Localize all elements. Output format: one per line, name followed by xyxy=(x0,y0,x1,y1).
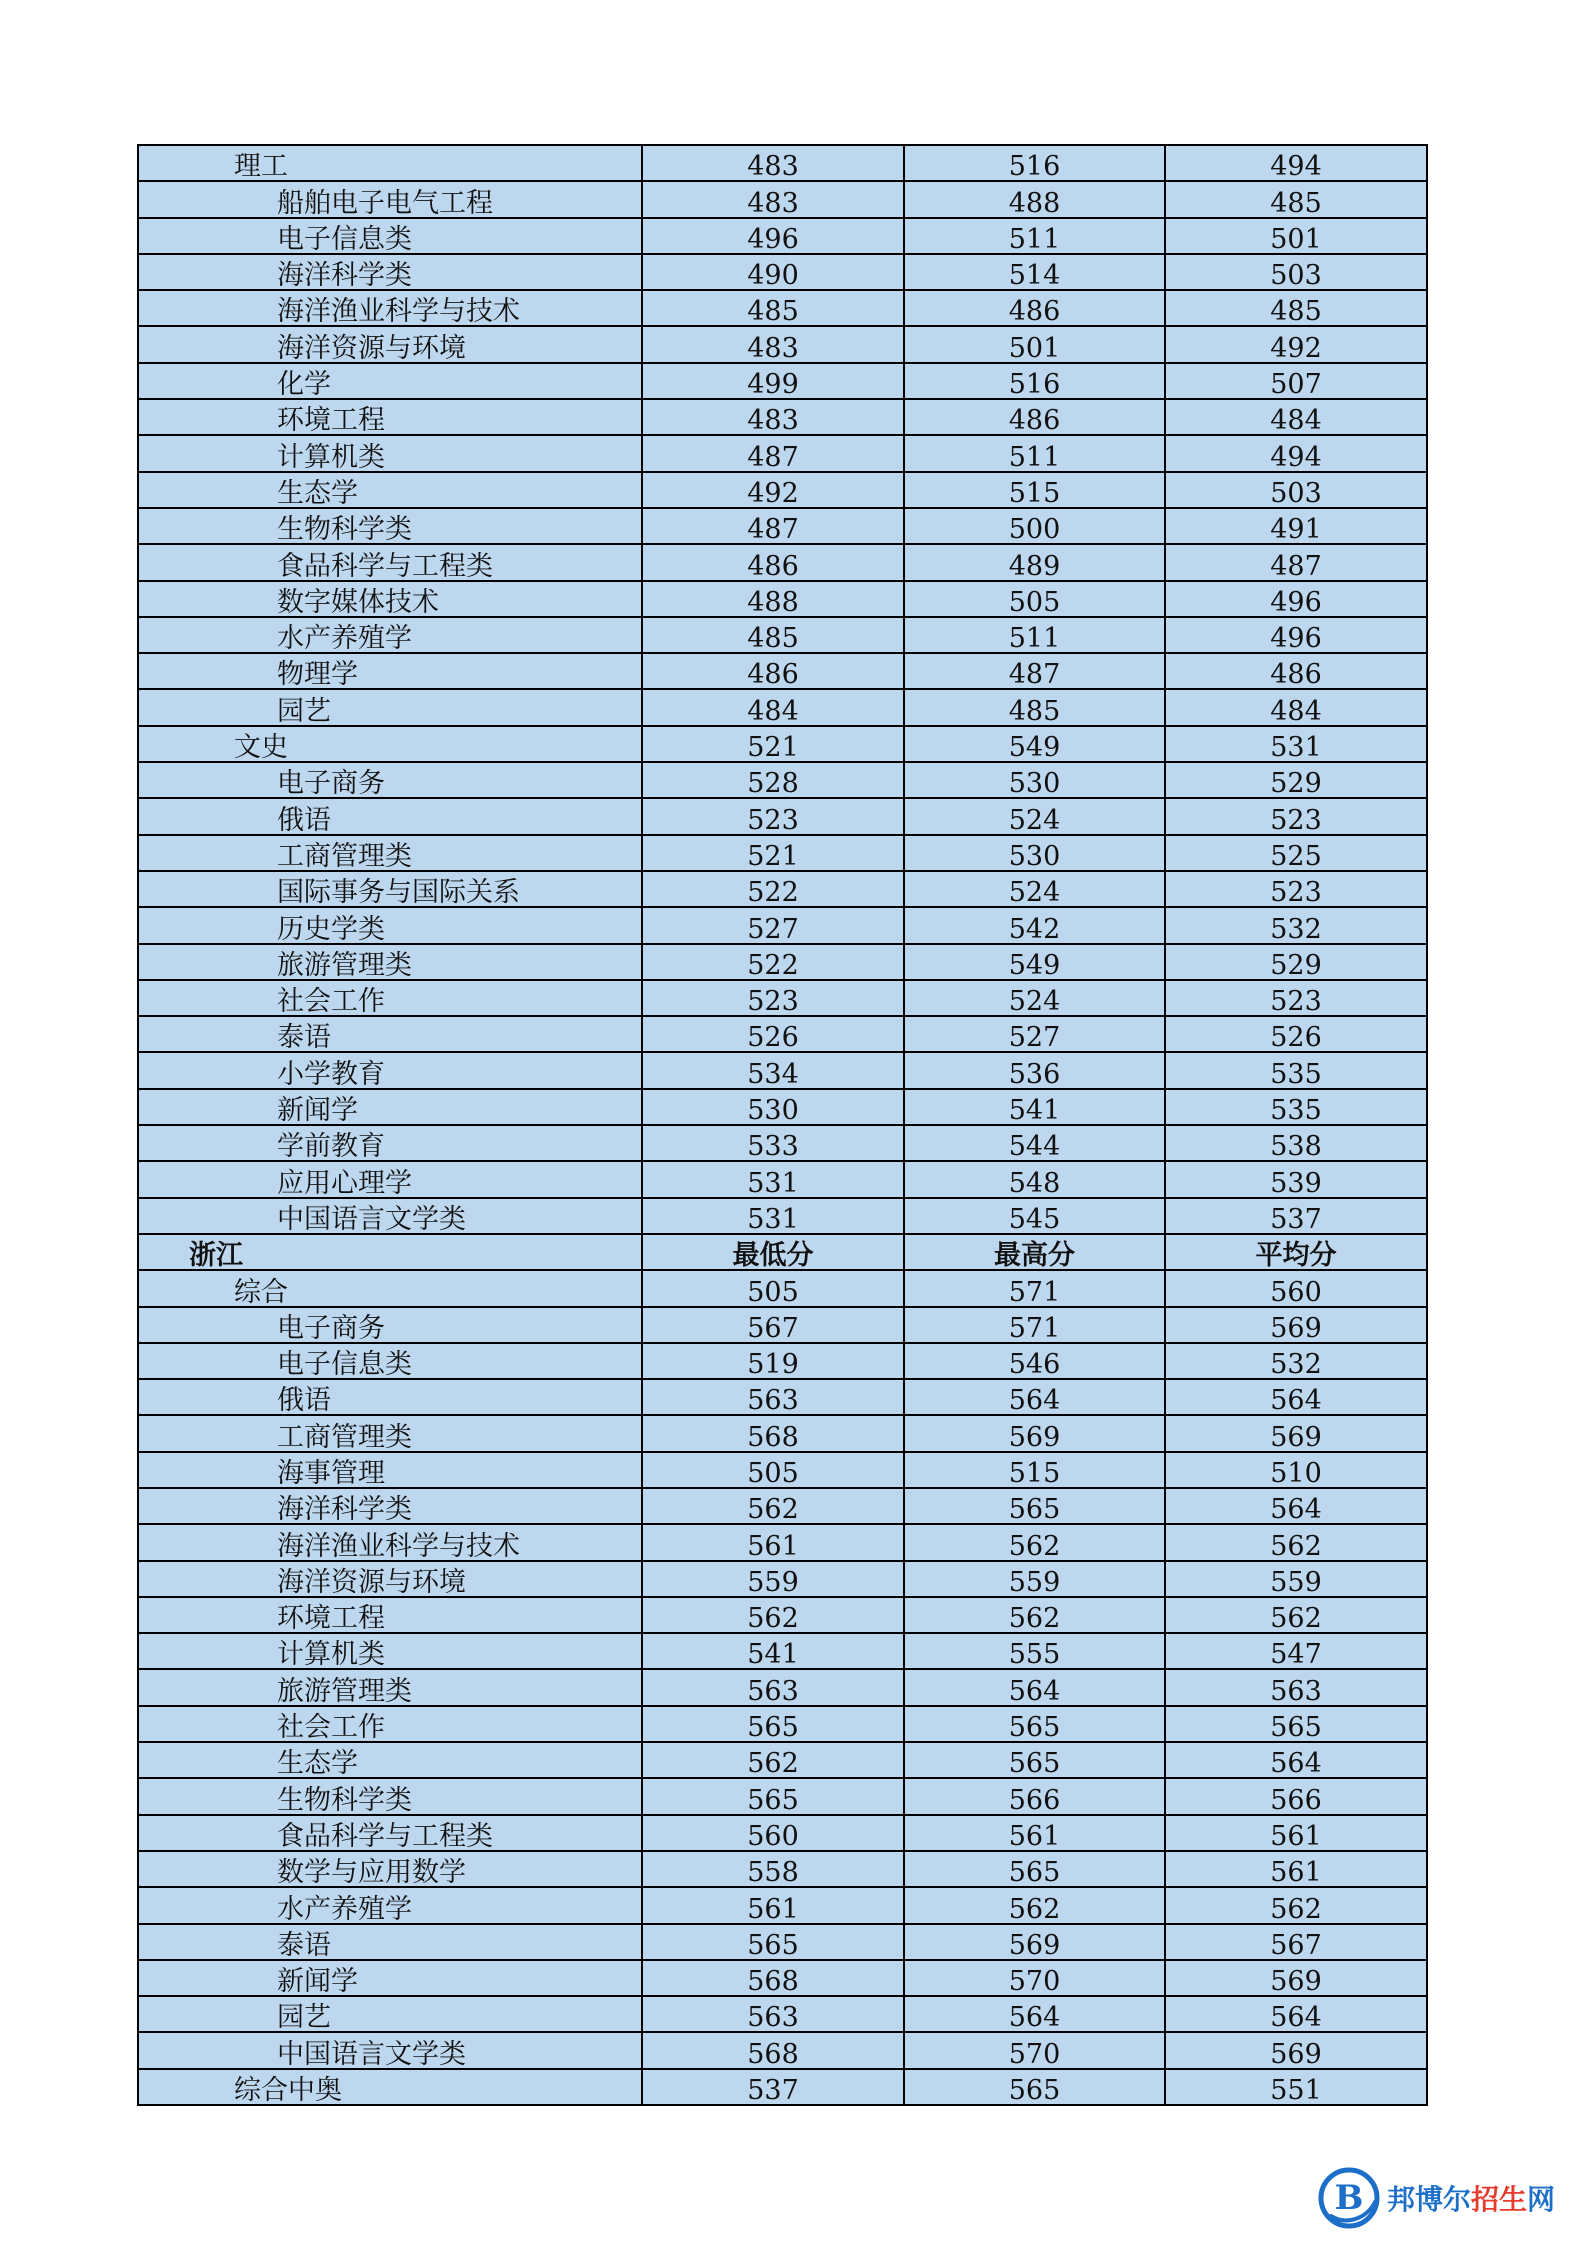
max-score-cell: 545 xyxy=(904,1198,1165,1234)
major-name: 新闻学 xyxy=(138,1960,642,1996)
max-score-cell: 562 xyxy=(904,1524,1165,1560)
max-score-cell: 564 xyxy=(904,1669,1165,1705)
major-name: 生物科学类 xyxy=(138,1778,642,1814)
max-score-cell: 511 xyxy=(904,218,1165,254)
major-name: 水产养殖学 xyxy=(138,1887,642,1923)
min-score-cell: 533 xyxy=(642,1125,904,1161)
table-row xyxy=(138,145,1427,181)
table-row xyxy=(138,798,1427,834)
max-score-cell: 524 xyxy=(904,980,1165,1016)
b-logo-icon xyxy=(1317,2166,1381,2230)
max-score-cell: 530 xyxy=(904,835,1165,871)
avg-score-cell: 562 xyxy=(1165,1597,1427,1633)
min-score-cell: 562 xyxy=(642,1742,904,1778)
min-score-cell: 528 xyxy=(642,762,904,798)
major-name: 生物科学类 xyxy=(138,508,642,544)
table-row xyxy=(138,1452,1427,1488)
category-name: 文史 xyxy=(138,726,642,762)
major-name: 园艺 xyxy=(138,1996,642,2032)
avg-score-cell: 496 xyxy=(1165,581,1427,617)
table-row xyxy=(138,290,1427,326)
watermark-text: 邦博尔招生网 xyxy=(1387,2183,1556,2216)
max-score-cell: 562 xyxy=(904,1887,1165,1923)
min-score-cell: 560 xyxy=(642,1815,904,1851)
table-row xyxy=(138,1488,1427,1524)
table-row xyxy=(138,1742,1427,1778)
max-score-cell: 515 xyxy=(904,472,1165,508)
avg-score-cell: 532 xyxy=(1165,907,1427,943)
min-score-cell: 519 xyxy=(642,1343,904,1379)
province-header-row xyxy=(138,1234,1427,1270)
table-row xyxy=(138,363,1427,399)
table-row xyxy=(138,1016,1427,1052)
major-name: 中国语言文学类 xyxy=(138,2032,642,2068)
avg-score-cell: 561 xyxy=(1165,1815,1427,1851)
max-score-cell: 524 xyxy=(904,871,1165,907)
major-name: 泰语 xyxy=(138,1016,642,1052)
min-score-cell: 521 xyxy=(642,726,904,762)
table-row xyxy=(138,689,1427,725)
avg-score-cell: 564 xyxy=(1165,1996,1427,2032)
major-name: 电子信息类 xyxy=(138,1343,642,1379)
major-name: 食品科学与工程类 xyxy=(138,1815,642,1851)
table-row xyxy=(138,1851,1427,1887)
score-table xyxy=(137,144,1428,2106)
avg-score-cell: 485 xyxy=(1165,290,1427,326)
table-row xyxy=(138,980,1427,1016)
max-score-cell: 486 xyxy=(904,399,1165,435)
min-score-cell: 496 xyxy=(642,218,904,254)
max-score-cell: 511 xyxy=(904,617,1165,653)
major-name: 物理学 xyxy=(138,653,642,689)
max-score-cell: 566 xyxy=(904,1778,1165,1814)
major-name: 化学 xyxy=(138,363,642,399)
major-name: 学前教育 xyxy=(138,1125,642,1161)
max-score-cell: 514 xyxy=(904,254,1165,290)
major-name: 中国语言文学类 xyxy=(138,1198,642,1234)
min-score-cell: 537 xyxy=(642,2069,904,2105)
min-score-cell: 527 xyxy=(642,907,904,943)
max-score-cell: 511 xyxy=(904,435,1165,471)
max-score-cell: 501 xyxy=(904,326,1165,362)
major-name: 食品科学与工程类 xyxy=(138,544,642,580)
table-row xyxy=(138,1778,1427,1814)
avg-score-cell: 564 xyxy=(1165,1379,1427,1415)
max-score-cell: 564 xyxy=(904,1379,1165,1415)
max-score-cell: 549 xyxy=(904,726,1165,762)
min-score-cell: 523 xyxy=(642,798,904,834)
min-score-cell: 487 xyxy=(642,435,904,471)
table-row xyxy=(138,1307,1427,1343)
major-name: 环境工程 xyxy=(138,1597,642,1633)
max-score-cell: 485 xyxy=(904,689,1165,725)
table-row xyxy=(138,581,1427,617)
table-row xyxy=(138,653,1427,689)
major-name: 海洋渔业科学与技术 xyxy=(138,290,642,326)
avg-score-cell: 563 xyxy=(1165,1669,1427,1705)
max-score-cell: 505 xyxy=(904,581,1165,617)
avg-score-cell: 535 xyxy=(1165,1089,1427,1125)
table-row xyxy=(138,1270,1427,1306)
max-score-cell: 548 xyxy=(904,1161,1165,1197)
avg-score-cell: 537 xyxy=(1165,1198,1427,1234)
table-row xyxy=(138,326,1427,362)
table-row xyxy=(138,254,1427,290)
avg-score-cell: 565 xyxy=(1165,1706,1427,1742)
max-score-cell: 524 xyxy=(904,798,1165,834)
major-name: 计算机类 xyxy=(138,435,642,471)
avg-score-cell: 569 xyxy=(1165,2032,1427,2068)
major-name: 社会工作 xyxy=(138,980,642,1016)
table-row xyxy=(138,1089,1427,1125)
avg-score-cell: 492 xyxy=(1165,326,1427,362)
min-score-cell: 541 xyxy=(642,1633,904,1669)
table-row xyxy=(138,1597,1427,1633)
avg-score-cell: 532 xyxy=(1165,1343,1427,1379)
min-score-cell: 487 xyxy=(642,508,904,544)
max-score-cell: 516 xyxy=(904,363,1165,399)
table-row xyxy=(138,1887,1427,1923)
max-score-cell: 487 xyxy=(904,653,1165,689)
min-score-cell: 484 xyxy=(642,689,904,725)
max-score-cell: 571 xyxy=(904,1270,1165,1306)
major-name: 工商管理类 xyxy=(138,1415,642,1451)
avg-score-cell: 523 xyxy=(1165,980,1427,1016)
major-name: 泰语 xyxy=(138,1924,642,1960)
major-name: 新闻学 xyxy=(138,1089,642,1125)
max-score-cell: 571 xyxy=(904,1307,1165,1343)
avg-score-cell: 539 xyxy=(1165,1161,1427,1197)
max-score-cell: 544 xyxy=(904,1125,1165,1161)
max-score-cell: 515 xyxy=(904,1452,1165,1488)
min-score-cell: 563 xyxy=(642,1996,904,2032)
min-score-cell: 483 xyxy=(642,326,904,362)
avg-score-cell: 487 xyxy=(1165,544,1427,580)
max-score-cell: 488 xyxy=(904,181,1165,217)
table-row xyxy=(138,435,1427,471)
table-row xyxy=(138,2032,1427,2068)
table-row xyxy=(138,1706,1427,1742)
min-score-cell: 567 xyxy=(642,1307,904,1343)
major-name: 海洋资源与环境 xyxy=(138,1561,642,1597)
major-name: 计算机类 xyxy=(138,1633,642,1669)
max-score-cell: 542 xyxy=(904,907,1165,943)
min-score-cell: 559 xyxy=(642,1561,904,1597)
major-name: 园艺 xyxy=(138,689,642,725)
min-score-cell: 486 xyxy=(642,544,904,580)
table-row xyxy=(138,617,1427,653)
min-score-cell: 562 xyxy=(642,1488,904,1524)
max-score-cell: 555 xyxy=(904,1633,1165,1669)
min-score-cell: 562 xyxy=(642,1597,904,1633)
table-row xyxy=(138,472,1427,508)
min-score-cell: 483 xyxy=(642,145,904,181)
max-score-cell: 561 xyxy=(904,1815,1165,1851)
svg-text:B: B xyxy=(1334,2178,1364,2218)
major-name: 历史学类 xyxy=(138,907,642,943)
major-name: 社会工作 xyxy=(138,1706,642,1742)
category-name: 综合中奥 xyxy=(138,2069,642,2105)
table-row xyxy=(138,944,1427,980)
major-name: 海洋科学类 xyxy=(138,254,642,290)
table-row xyxy=(138,1379,1427,1415)
major-name: 小学教育 xyxy=(138,1052,642,1088)
max-score-cell: 562 xyxy=(904,1597,1165,1633)
major-name: 环境工程 xyxy=(138,399,642,435)
avg-score-cell: 561 xyxy=(1165,1851,1427,1887)
avg-score-cell: 529 xyxy=(1165,944,1427,980)
table-row xyxy=(138,1343,1427,1379)
table-row xyxy=(138,1161,1427,1197)
max-score-cell: 569 xyxy=(904,1924,1165,1960)
max-score-cell: 570 xyxy=(904,2032,1165,2068)
max-score-cell: 569 xyxy=(904,1415,1165,1451)
table-row xyxy=(138,1996,1427,2032)
table-row xyxy=(138,1052,1427,1088)
table-row xyxy=(138,218,1427,254)
category-name: 理工 xyxy=(138,145,642,181)
table-row xyxy=(138,181,1427,217)
avg-score-cell: 535 xyxy=(1165,1052,1427,1088)
avg-score-cell: 491 xyxy=(1165,508,1427,544)
max-score-cell: 570 xyxy=(904,1960,1165,1996)
major-name: 生态学 xyxy=(138,472,642,508)
avg-score-cell: 523 xyxy=(1165,798,1427,834)
major-name: 生态学 xyxy=(138,1742,642,1778)
table-row xyxy=(138,1524,1427,1560)
min-score-cell: 483 xyxy=(642,181,904,217)
avg-score-cell: 569 xyxy=(1165,1960,1427,1996)
avg-score-cell: 562 xyxy=(1165,1524,1427,1560)
table-row xyxy=(138,1669,1427,1705)
min-score-cell: 523 xyxy=(642,980,904,1016)
min-score-cell: 563 xyxy=(642,1379,904,1415)
avg-score-cell: 538 xyxy=(1165,1125,1427,1161)
table-row xyxy=(138,762,1427,798)
avg-score-cell: 501 xyxy=(1165,218,1427,254)
major-name: 俄语 xyxy=(138,798,642,834)
table-row xyxy=(138,399,1427,435)
max-score-cell: 565 xyxy=(904,1742,1165,1778)
avg-score-cell: 566 xyxy=(1165,1778,1427,1814)
min-score-cell: 490 xyxy=(642,254,904,290)
min-score-cell: 485 xyxy=(642,290,904,326)
avg-score-cell: 569 xyxy=(1165,1415,1427,1451)
max-score-cell: 530 xyxy=(904,762,1165,798)
avg-score-cell: 494 xyxy=(1165,145,1427,181)
avg-score-cell: 526 xyxy=(1165,1016,1427,1052)
avg-score-cell: 560 xyxy=(1165,1270,1427,1306)
major-name: 海事管理 xyxy=(138,1452,642,1488)
table-row xyxy=(138,508,1427,544)
min-score-cell: 485 xyxy=(642,617,904,653)
min-score-cell: 561 xyxy=(642,1524,904,1560)
major-name: 工商管理类 xyxy=(138,835,642,871)
avg-score-cell: 503 xyxy=(1165,472,1427,508)
avg-score-cell: 569 xyxy=(1165,1307,1427,1343)
max-score-cell: 489 xyxy=(904,544,1165,580)
score-table-body xyxy=(138,145,1427,2105)
avg-score-cell: 531 xyxy=(1165,726,1427,762)
avg-score-cell: 525 xyxy=(1165,835,1427,871)
table-row xyxy=(138,871,1427,907)
table-row xyxy=(138,1633,1427,1669)
major-name: 国际事务与国际关系 xyxy=(138,871,642,907)
avg-score-cell: 564 xyxy=(1165,1488,1427,1524)
min-score-cell: 563 xyxy=(642,1669,904,1705)
avg-score-cell: 485 xyxy=(1165,181,1427,217)
max-score-cell: 565 xyxy=(904,1488,1165,1524)
major-name: 电子商务 xyxy=(138,762,642,798)
avg-score-cell: 503 xyxy=(1165,254,1427,290)
avg-score-cell: 484 xyxy=(1165,399,1427,435)
table-row xyxy=(138,726,1427,762)
major-name: 俄语 xyxy=(138,1379,642,1415)
min-score-cell: 568 xyxy=(642,1415,904,1451)
table-row xyxy=(138,1924,1427,1960)
max-score-cell: 565 xyxy=(904,1851,1165,1887)
major-name: 电子商务 xyxy=(138,1307,642,1343)
max-score-cell: 536 xyxy=(904,1052,1165,1088)
major-name: 应用心理学 xyxy=(138,1161,642,1197)
table-row xyxy=(138,1125,1427,1161)
major-name: 海洋渔业科学与技术 xyxy=(138,1524,642,1560)
max-score-cell: 549 xyxy=(904,944,1165,980)
min-score-cell: 558 xyxy=(642,1851,904,1887)
avg-score-cell: 484 xyxy=(1165,689,1427,725)
min-score-cell: 492 xyxy=(642,472,904,508)
table-row xyxy=(138,907,1427,943)
max-score-cell: 541 xyxy=(904,1089,1165,1125)
max-score-cell: 565 xyxy=(904,2069,1165,2105)
max-score-cell: 565 xyxy=(904,1706,1165,1742)
category-name: 综合 xyxy=(138,1270,642,1306)
min-score-cell: 530 xyxy=(642,1089,904,1125)
major-name: 船舶电子电气工程 xyxy=(138,181,642,217)
table-row xyxy=(138,2069,1427,2105)
major-name: 旅游管理类 xyxy=(138,944,642,980)
major-name: 数学与应用数学 xyxy=(138,1851,642,1887)
major-name: 数字媒体技术 xyxy=(138,581,642,617)
avg-score-cell: 523 xyxy=(1165,871,1427,907)
min-score-cell: 521 xyxy=(642,835,904,871)
min-score-cell: 499 xyxy=(642,363,904,399)
avg-score-cell: 551 xyxy=(1165,2069,1427,2105)
table-row xyxy=(138,1815,1427,1851)
avg-score-cell: 567 xyxy=(1165,1924,1427,1960)
min-score-cell: 565 xyxy=(642,1924,904,1960)
min-score-cell: 531 xyxy=(642,1198,904,1234)
min-score-cell: 565 xyxy=(642,1706,904,1742)
max-score-cell: 564 xyxy=(904,1996,1165,2032)
max-score-cell: 527 xyxy=(904,1016,1165,1052)
min-score-cell: 526 xyxy=(642,1016,904,1052)
province-name: 浙江 xyxy=(138,1234,642,1270)
avg-score-cell: 547 xyxy=(1165,1633,1427,1669)
min-score-cell: 486 xyxy=(642,653,904,689)
table-row xyxy=(138,1415,1427,1451)
max-score-cell: 516 xyxy=(904,145,1165,181)
avg-score-cell: 564 xyxy=(1165,1742,1427,1778)
avg-score-cell: 562 xyxy=(1165,1887,1427,1923)
table-row xyxy=(138,835,1427,871)
max-score-cell: 546 xyxy=(904,1343,1165,1379)
max-score-header: 最高分 xyxy=(904,1234,1165,1270)
table-row xyxy=(138,1960,1427,1996)
min-score-cell: 568 xyxy=(642,2032,904,2068)
min-score-cell: 531 xyxy=(642,1161,904,1197)
min-score-cell: 488 xyxy=(642,581,904,617)
min-score-cell: 561 xyxy=(642,1887,904,1923)
watermark-logo xyxy=(1317,2162,1577,2234)
min-score-cell: 505 xyxy=(642,1452,904,1488)
table-row xyxy=(138,544,1427,580)
major-name: 海洋资源与环境 xyxy=(138,326,642,362)
avg-score-header: 平均分 xyxy=(1165,1234,1427,1270)
table-row xyxy=(138,1561,1427,1597)
major-name: 旅游管理类 xyxy=(138,1669,642,1705)
avg-score-cell: 494 xyxy=(1165,435,1427,471)
major-name: 海洋科学类 xyxy=(138,1488,642,1524)
avg-score-cell: 507 xyxy=(1165,363,1427,399)
min-score-cell: 565 xyxy=(642,1778,904,1814)
min-score-cell: 522 xyxy=(642,944,904,980)
major-name: 电子信息类 xyxy=(138,218,642,254)
min-score-cell: 534 xyxy=(642,1052,904,1088)
min-score-cell: 568 xyxy=(642,1960,904,1996)
max-score-cell: 500 xyxy=(904,508,1165,544)
major-name: 水产养殖学 xyxy=(138,617,642,653)
max-score-cell: 486 xyxy=(904,290,1165,326)
min-score-header: 最低分 xyxy=(642,1234,904,1270)
avg-score-cell: 510 xyxy=(1165,1452,1427,1488)
avg-score-cell: 496 xyxy=(1165,617,1427,653)
max-score-cell: 559 xyxy=(904,1561,1165,1597)
min-score-cell: 505 xyxy=(642,1270,904,1306)
table-row xyxy=(138,1198,1427,1234)
min-score-cell: 483 xyxy=(642,399,904,435)
avg-score-cell: 559 xyxy=(1165,1561,1427,1597)
min-score-cell: 522 xyxy=(642,871,904,907)
avg-score-cell: 486 xyxy=(1165,653,1427,689)
avg-score-cell: 529 xyxy=(1165,762,1427,798)
